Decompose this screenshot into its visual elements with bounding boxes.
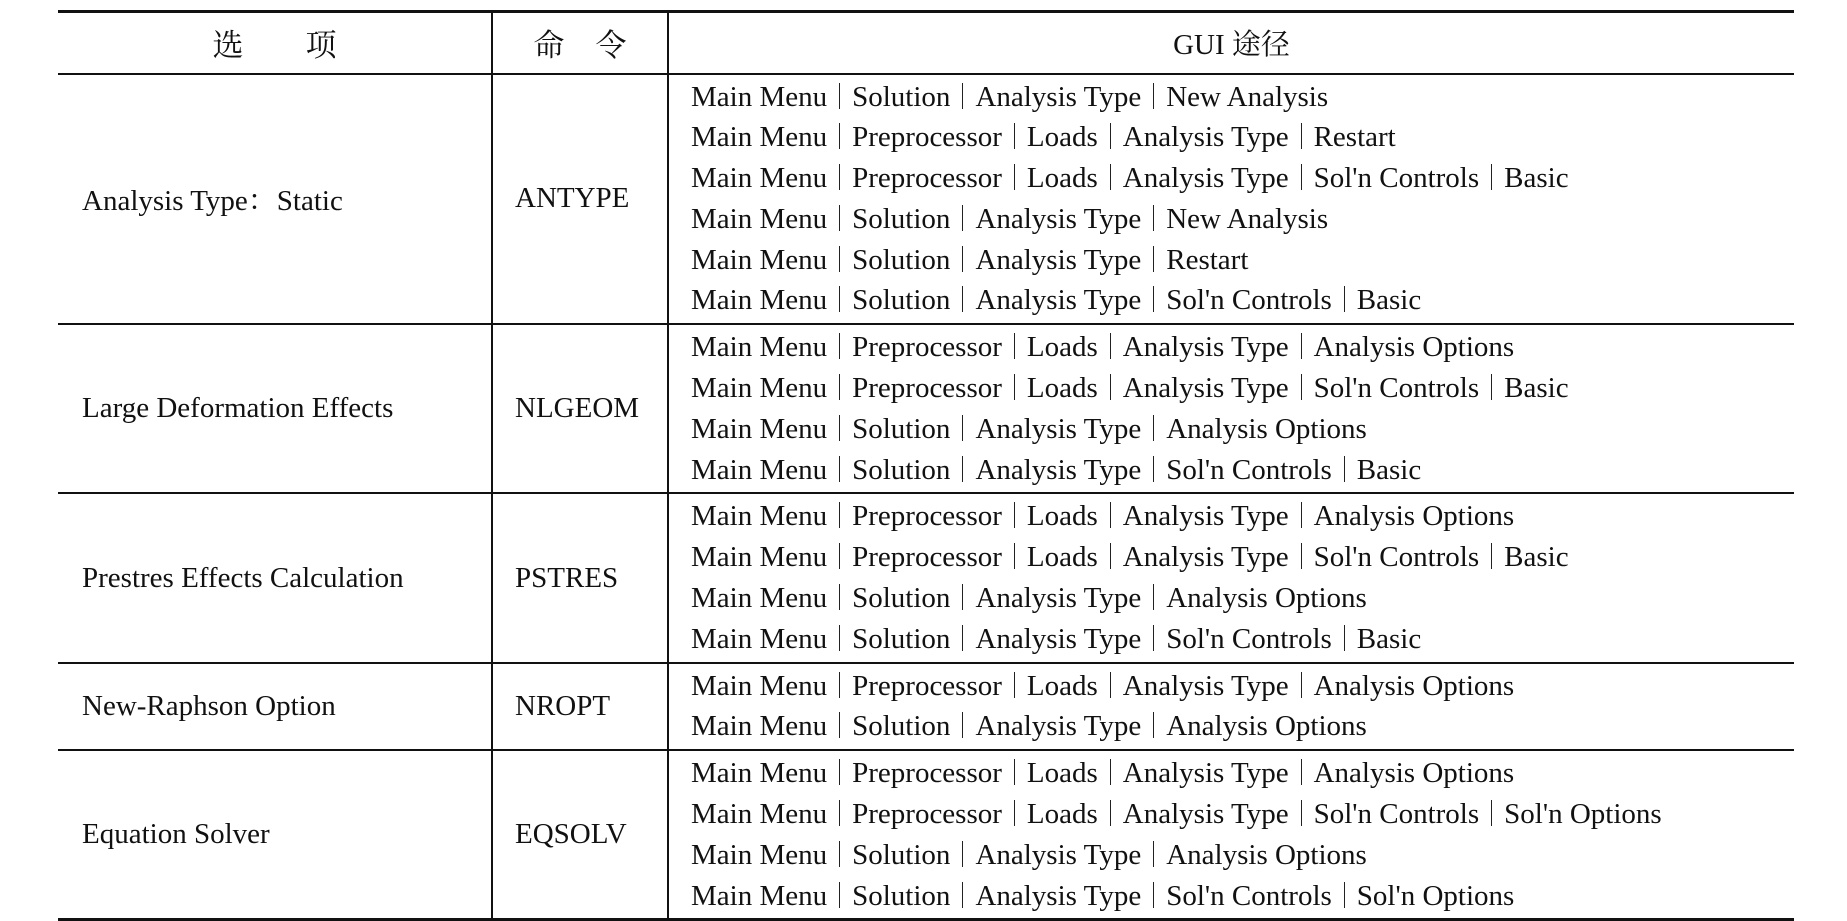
path-segment: Main Menu (691, 838, 828, 871)
gui-path-line (691, 158, 1794, 199)
path-segment: Main Menu (691, 284, 828, 317)
path-segment: Loads (1026, 798, 1098, 831)
path-segment: Solution (852, 622, 951, 655)
options-table-container (58, 10, 1794, 921)
path-segment: Solution (852, 879, 951, 912)
gui-path-line (691, 240, 1794, 281)
command-cell: NROPT (492, 663, 668, 751)
gui-path-line (691, 876, 1794, 917)
path-separator (1153, 415, 1154, 441)
path-separator (1153, 286, 1154, 312)
path-separator (839, 502, 840, 528)
path-segment: Analysis Type (975, 284, 1142, 317)
gui-path-cell (668, 74, 1794, 325)
table-row (58, 74, 1794, 325)
path-separator (839, 625, 840, 651)
path-separator (962, 415, 963, 441)
path-segment: Sol'n Controls (1313, 541, 1480, 574)
options-table (58, 10, 1794, 921)
option-cell: Equation Solver (58, 750, 492, 920)
path-separator (839, 800, 840, 826)
path-segment: Analysis Type (1122, 541, 1289, 574)
path-segment: Sol'n Controls (1313, 798, 1480, 831)
path-segment: New Analysis (1166, 80, 1329, 113)
path-separator (1110, 333, 1111, 359)
path-segment: New Analysis (1166, 202, 1329, 235)
path-separator (1014, 502, 1015, 528)
gui-path-line (691, 496, 1794, 537)
path-segment: Analysis Options (1166, 582, 1367, 615)
path-separator (1153, 882, 1154, 908)
path-segment: Main Menu (691, 710, 828, 743)
gui-path-line (691, 450, 1794, 491)
path-separator (1110, 672, 1111, 698)
path-segment: Main Menu (691, 582, 828, 615)
gui-path-cell (668, 750, 1794, 920)
path-separator (962, 584, 963, 610)
path-segment: Analysis Type (1122, 757, 1289, 790)
command-cell: EQSOLV (492, 750, 668, 920)
path-separator (1153, 841, 1154, 867)
path-separator (839, 374, 840, 400)
path-segment: Analysis Options (1313, 669, 1515, 702)
path-segment: Sol'n Controls (1166, 284, 1332, 317)
path-separator (839, 333, 840, 359)
path-separator (839, 543, 840, 569)
gui-path-line (691, 117, 1794, 158)
path-segment: Loads (1026, 757, 1098, 790)
path-segment: Basic (1504, 372, 1569, 405)
path-separator (839, 882, 840, 908)
path-segment: Basic (1356, 284, 1422, 317)
path-segment: Preprocessor (852, 372, 1002, 405)
path-segment: Basic (1504, 162, 1569, 195)
path-separator (1014, 672, 1015, 698)
path-segment: Main Menu (691, 541, 828, 574)
path-segment: Analysis Options (1166, 412, 1367, 445)
gui-path-line (691, 706, 1794, 747)
path-segment: Analysis Type (1122, 500, 1289, 533)
path-segment: Restart (1313, 121, 1396, 154)
path-separator (839, 123, 840, 149)
path-segment: Solution (852, 284, 951, 317)
table-row (58, 750, 1794, 920)
path-segment: Solution (852, 412, 951, 445)
path-segment: Basic (1356, 453, 1422, 486)
path-separator (962, 841, 963, 867)
path-segment: Analysis Type (1122, 162, 1289, 195)
path-segment: Main Menu (691, 243, 828, 276)
command-cell: NLGEOM (492, 324, 668, 493)
path-segment: Analysis Options (1166, 838, 1367, 871)
path-segment: Analysis Type (975, 412, 1142, 445)
path-separator (1301, 543, 1302, 569)
path-separator (1014, 759, 1015, 785)
path-segment: Analysis Type (975, 80, 1142, 113)
path-segment: Sol'n Options (1504, 798, 1662, 831)
path-segment: Main Menu (691, 879, 828, 912)
path-segment: Main Menu (691, 331, 828, 364)
path-segment: Main Menu (691, 202, 828, 235)
path-segment: Analysis Type (975, 838, 1142, 871)
path-segment: Sol'n Controls (1313, 162, 1480, 195)
path-separator (839, 584, 840, 610)
table-header-row (58, 12, 1794, 74)
path-separator (1301, 759, 1302, 785)
path-separator (962, 286, 963, 312)
path-separator (1301, 123, 1302, 149)
path-separator (1153, 625, 1154, 651)
path-separator (1344, 286, 1345, 312)
table-body (58, 74, 1794, 920)
path-separator (962, 625, 963, 651)
path-separator (1344, 456, 1345, 482)
path-separator (1110, 123, 1111, 149)
path-segment: Analysis Type (975, 879, 1142, 912)
path-separator (1344, 625, 1345, 651)
path-segment: Main Menu (691, 500, 828, 533)
path-separator (1153, 246, 1154, 272)
path-segment: Sol'n Controls (1166, 622, 1332, 655)
path-segment: Analysis Type (1122, 669, 1289, 702)
path-separator (1110, 759, 1111, 785)
path-segment: Analysis Type (1122, 331, 1289, 364)
path-separator (839, 672, 840, 698)
path-separator (839, 83, 840, 109)
path-segment: Loads (1026, 500, 1098, 533)
path-segment: Loads (1026, 541, 1098, 574)
path-separator (1110, 164, 1111, 190)
path-segment: Sol'n Controls (1166, 453, 1332, 486)
path-separator (1301, 374, 1302, 400)
path-separator (962, 83, 963, 109)
path-segment: Preprocessor (852, 500, 1002, 533)
path-separator (1153, 712, 1154, 738)
path-segment: Loads (1026, 121, 1098, 154)
path-segment: Preprocessor (852, 757, 1002, 790)
path-segment: Solution (852, 838, 951, 871)
path-separator (1491, 164, 1492, 190)
path-separator (1110, 543, 1111, 569)
path-separator (1301, 333, 1302, 359)
path-separator (1301, 800, 1302, 826)
path-segment: Main Menu (691, 453, 828, 486)
path-segment: Analysis Type (975, 453, 1142, 486)
header-command: 命 令 (492, 12, 668, 74)
path-segment: Preprocessor (852, 162, 1002, 195)
path-segment: Main Menu (691, 80, 828, 113)
path-separator (839, 415, 840, 441)
path-separator (1153, 205, 1154, 231)
path-separator (839, 205, 840, 231)
path-separator (1491, 800, 1492, 826)
path-segment: Analysis Type (1122, 798, 1289, 831)
option-cell: Prestres Effects Calculation (58, 493, 492, 662)
path-separator (962, 205, 963, 231)
gui-path-line (691, 666, 1794, 707)
gui-path-line (691, 835, 1794, 876)
path-segment: Loads (1026, 372, 1098, 405)
path-segment: Analysis Type (975, 622, 1142, 655)
path-segment: Solution (852, 202, 951, 235)
gui-path-line (691, 77, 1794, 118)
gui-path-line (691, 578, 1794, 619)
path-segment: Preprocessor (852, 331, 1002, 364)
path-segment: Solution (852, 80, 951, 113)
path-segment: Main Menu (691, 669, 828, 702)
path-segment: Analysis Options (1313, 331, 1515, 364)
path-separator (1301, 672, 1302, 698)
path-segment: Basic (1356, 622, 1422, 655)
path-segment: Solution (852, 243, 951, 276)
gui-path-cell (668, 324, 1794, 493)
path-segment: Main Menu (691, 622, 828, 655)
gui-path-line (691, 794, 1794, 835)
table-row (58, 324, 1794, 493)
path-separator (962, 246, 963, 272)
path-segment: Preprocessor (852, 541, 1002, 574)
gui-path-line (691, 327, 1794, 368)
path-separator (1014, 374, 1015, 400)
command-cell: PSTRES (492, 493, 668, 662)
path-segment: Analysis Type (1122, 121, 1289, 154)
path-segment: Loads (1026, 669, 1098, 702)
path-segment: Solution (852, 710, 951, 743)
path-separator (1014, 543, 1015, 569)
path-segment: Main Menu (691, 372, 828, 405)
gui-path-line (691, 409, 1794, 450)
path-segment: Preprocessor (852, 669, 1002, 702)
path-separator (839, 712, 840, 738)
header-gui-path: GUI 途径 (668, 12, 1794, 74)
path-segment: Main Menu (691, 412, 828, 445)
path-separator (1153, 456, 1154, 482)
gui-path-cell (668, 493, 1794, 662)
path-segment: Solution (852, 453, 951, 486)
path-separator (1014, 333, 1015, 359)
path-separator (839, 164, 840, 190)
path-segment: Sol'n Options (1356, 879, 1515, 912)
path-segment: Main Menu (691, 121, 828, 154)
table-row (58, 663, 1794, 751)
path-separator (1014, 123, 1015, 149)
path-segment: Analysis Type (975, 582, 1142, 615)
path-separator (839, 286, 840, 312)
path-segment: Analysis Options (1313, 757, 1515, 790)
path-segment: Main Menu (691, 757, 828, 790)
path-separator (962, 882, 963, 908)
path-segment: Analysis Type (975, 710, 1142, 743)
path-separator (1153, 83, 1154, 109)
path-separator (839, 841, 840, 867)
path-segment: Preprocessor (852, 121, 1002, 154)
gui-path-line (691, 537, 1794, 578)
path-segment: Analysis Type (975, 202, 1142, 235)
path-segment: Basic (1504, 541, 1569, 574)
path-segment: Sol'n Controls (1313, 372, 1480, 405)
option-cell: Large Deformation Effects (58, 324, 492, 493)
path-separator (1014, 800, 1015, 826)
path-separator (1491, 543, 1492, 569)
gui-path-line (691, 280, 1794, 321)
path-separator (1491, 374, 1492, 400)
path-segment: Loads (1026, 331, 1098, 364)
path-separator (1014, 164, 1015, 190)
path-segment: Main Menu (691, 162, 828, 195)
path-segment: Loads (1026, 162, 1098, 195)
path-segment: Main Menu (691, 798, 828, 831)
path-separator (839, 456, 840, 482)
path-segment: Solution (852, 582, 951, 615)
command-cell: ANTYPE (492, 74, 668, 325)
gui-path-cell (668, 663, 1794, 751)
gui-path-line (691, 368, 1794, 409)
path-separator (839, 246, 840, 272)
path-segment: Analysis Type (1122, 372, 1289, 405)
path-separator (839, 759, 840, 785)
option-cell: Analysis Type：Static (58, 74, 492, 325)
path-segment: Analysis Options (1313, 500, 1515, 533)
gui-path-line (691, 199, 1794, 240)
path-separator (962, 456, 963, 482)
path-separator (962, 712, 963, 738)
path-segment: Restart (1166, 243, 1249, 276)
path-segment: Analysis Options (1166, 710, 1367, 743)
gui-path-line (691, 619, 1794, 660)
option-cell: New-Raphson Option (58, 663, 492, 751)
path-separator (1301, 502, 1302, 528)
path-segment: Sol'n Controls (1166, 879, 1332, 912)
header-option: 选 项 (58, 12, 492, 74)
path-segment: Preprocessor (852, 798, 1002, 831)
path-separator (1344, 882, 1345, 908)
gui-path-line (691, 753, 1794, 794)
path-separator (1110, 800, 1111, 826)
path-separator (1153, 584, 1154, 610)
path-segment: Analysis Type (975, 243, 1142, 276)
table-row (58, 493, 1794, 662)
path-separator (1110, 502, 1111, 528)
path-separator (1301, 164, 1302, 190)
path-separator (1110, 374, 1111, 400)
